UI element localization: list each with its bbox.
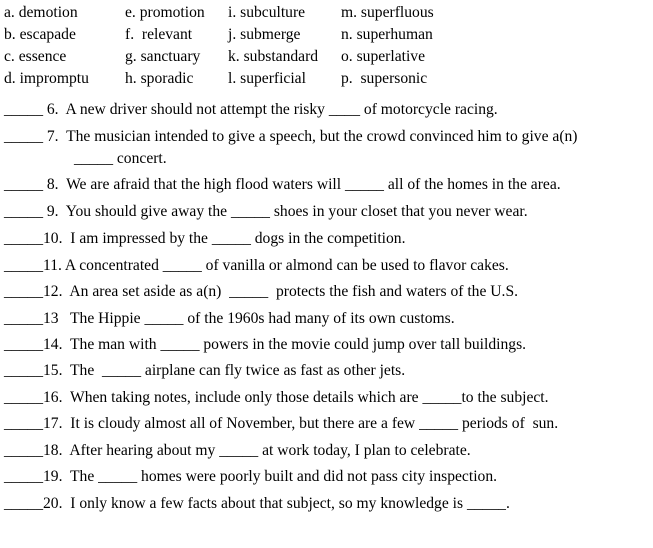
word-bank-item: d. impromptu: [4, 70, 89, 87]
word-bank-item: o. superlative: [341, 48, 426, 65]
question-19: _____19. The _____ homes were poorly built and did not pass city inspection.: [4, 468, 498, 485]
word-bank-item: e. promotion: [125, 4, 205, 21]
word-bank-item: f. relevant: [125, 26, 193, 43]
question-10: _____10. I am impressed by the _____ dogs in the competition.: [4, 230, 406, 247]
word-bank-item: p. supersonic: [341, 70, 428, 87]
question-12: _____12. An area set aside as a(n) _____ protects the fish and waters of the U.S.: [4, 283, 519, 300]
word-bank-item: a. demotion: [4, 4, 78, 21]
word-bank-item: j. submerge: [228, 26, 301, 43]
word-bank-item: h. sporadic: [125, 70, 194, 87]
question-17: _____17. It is cloudy almost all of November, but there are a few _____ periods of sun.: [4, 415, 559, 432]
question-14: _____14. The man with _____ powers in the movie could jump over tall buildings.: [4, 336, 527, 353]
question-15: _____15. The _____ airplane can fly twice as fast as other jets.: [4, 362, 406, 379]
question-7: _____ 7. The musician intended to give a speech, but the crowd convinced him to give a(n): [4, 128, 578, 145]
word-bank-item: k. substandard: [228, 48, 319, 65]
word-bank-item: g. sanctuary: [125, 48, 201, 65]
word-bank-item: m. superfluous: [341, 4, 434, 21]
question-6: _____ 6. A new driver should not attempt the risky ____ of motorcycle racing.: [4, 101, 498, 118]
word-bank-item: i. subculture: [228, 4, 306, 21]
word-bank-item: b. escapade: [4, 26, 76, 43]
question-13: _____13 The Hippie _____ of the 1960s had many of its own customs.: [4, 310, 455, 327]
question-8: _____ 8. We are afraid that the high flood waters will _____ all of the homes in the area.: [4, 176, 561, 193]
question-7-continuation: _____ concert.: [74, 150, 167, 167]
question-11: _____11. A concentrated _____ of vanilla or almond can be used to flavor cakes.: [4, 257, 509, 274]
word-bank-item: l. superficial: [228, 70, 306, 87]
question-20: _____20. I only know a few facts about that subject, so my knowledge is _____.: [4, 495, 510, 512]
question-9: _____ 9. You should give away the _____ shoes in your closet that you never wear.: [4, 203, 528, 220]
word-bank-item: c. essence: [4, 48, 67, 65]
question-16: _____16. When taking notes, include only those details which are _____to the subject.: [4, 389, 549, 406]
question-18: _____18. After hearing about my _____ at work today, I plan to celebrate.: [4, 442, 471, 459]
word-bank-item: n. superhuman: [341, 26, 433, 43]
